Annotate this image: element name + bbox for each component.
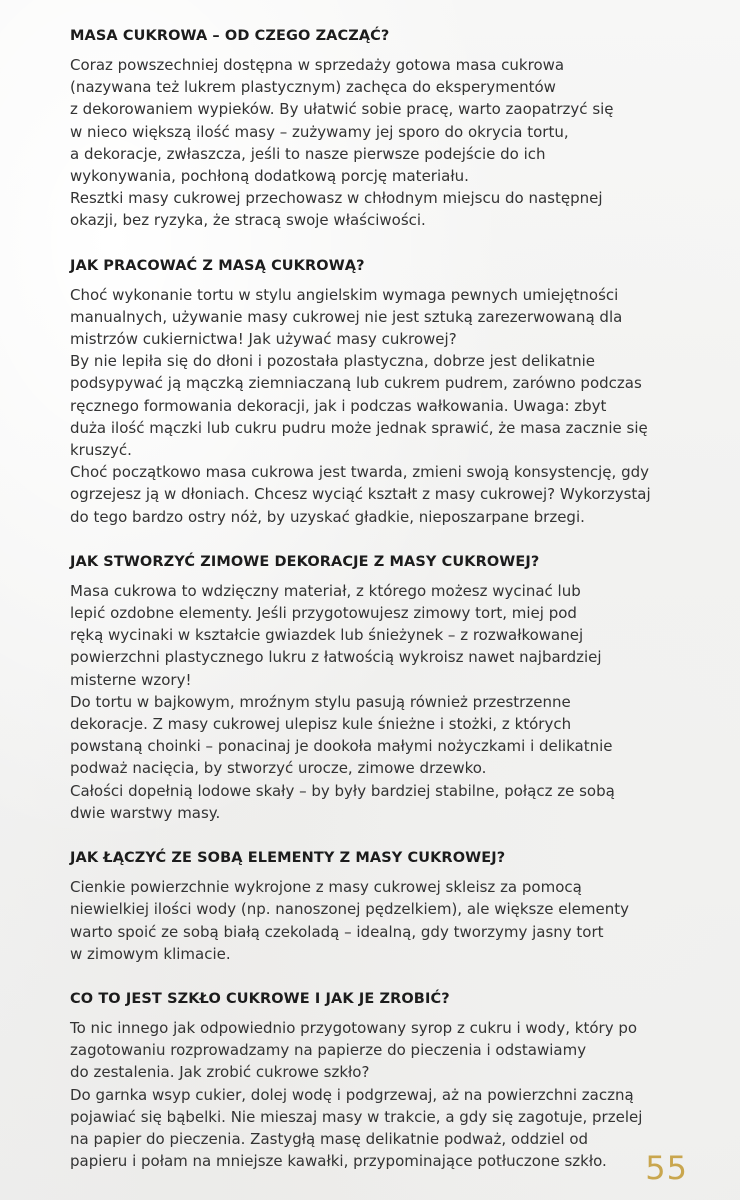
section-body [70, 580, 690, 824]
text-line: dwie warstwy masy. [70, 803, 221, 822]
text-line: zagotowaniu rozprowadzamy na papierze do pieczenia i odstawiamy [70, 1041, 587, 1060]
text-line: papieru i połam na mniejsze kawałki, przypominające potłuczone szkło. [70, 1152, 607, 1171]
section-heading: JAK PRACOWAĆ Z MASĄ CUKROWĄ? [70, 257, 365, 274]
text-line: niewielkiej ilości wody (np. nanoszonej pędzelkiem), ale większe elementy [70, 900, 629, 919]
text-line: ręką wycinaki w kształcie gwiazdek lub śnieżynek – z rozwałkowanej [70, 626, 584, 645]
text-line: kruszyć. [70, 441, 132, 460]
text-line: Choć wykonanie tortu w stylu angielskim wymaga pewnych umiejętności [70, 285, 619, 304]
text-line: To nic innego jak odpowiednio przygotowany syrop z cukru i wody, który po [70, 1018, 638, 1037]
text-line: lepić ozdobne elementy. Jeśli przygotowujesz zimowy tort, miej pod [70, 604, 577, 623]
text-line: Całości dopełnią lodowe skały – by były bardziej stabilne, połącz ze sobą [70, 781, 615, 800]
text-line: Resztki masy cukrowej przechowasz w chłodnym miejscu do następnej [70, 189, 603, 208]
section-laczenie-elementow [70, 848, 690, 965]
text-line: Cienkie powierzchnie wykrojone z masy cukrowej skleisz za pomocą [70, 878, 582, 897]
section-heading: JAK ŁĄCZYĆ ZE SOBĄ ELEMENTY Z MASY CUKROWEJ? [70, 850, 506, 867]
text-line: Coraz powszechniej dostępna w sprzedaży gotowa masa cukrowa [70, 56, 565, 74]
section-szklo-cukrowe [70, 989, 690, 1172]
text-line: Masa cukrowa to wdzięczny materiał, z którego możesz wycinać lub [70, 581, 581, 600]
text-line: Do garnka wsyp cukier, dolej wodę i podgrzewaj, aż na powierzchni zaczną [70, 1085, 634, 1104]
text-line: mistrzów cukiernictwa! Jak używać masy cukrowej? [70, 330, 457, 349]
text-line: manualnych, używanie masy cukrowej nie jest sztuką zarezerwowaną dla [70, 307, 623, 326]
text-line: na papier do pieczenia. Zastygłą masę delikatnie podważ, oddziel od [70, 1129, 589, 1148]
section-masa-cukrowa [70, 26, 690, 232]
text-line: podsypywać ją mączką ziemniaczaną lub cukrem pudrem, zarówno podczas [70, 374, 642, 393]
text-line: wykonywania, pochłoną dodatkową porcję materiału. [70, 167, 469, 186]
text-line: do zestalenia. Jak zrobić cukrowe szkło? [70, 1063, 370, 1082]
section-heading: JAK STWORZYĆ ZIMOWE DEKORACJE Z MASY CUKROWEJ? [70, 553, 540, 570]
text-line: ręcznego formowania dekoracji, jak i podczas wałkowania. Uwaga: zbyt [70, 396, 607, 415]
text-line: a dekoracje, zwłaszcza, jeśli to nasze pierwsze podejście do ich [70, 144, 546, 163]
page-number: 55 [645, 1149, 688, 1187]
section-body [70, 54, 690, 232]
text-line: Choć początkowo masa cukrowa jest twarda, zmieni swoją konsystencję, gdy [70, 463, 649, 482]
text-line: By nie lepiła się do dłoni i pozostała plastyczna, dobrze jest delikatnie [70, 352, 595, 371]
text-line: powierzchni plastycznego lukru z łatwością wykroisz nawet najbardziej [70, 648, 602, 667]
text-line: pojawiać się bąbelki. Nie mieszaj masy w trakcie, a gdy się zagotuje, przelej [70, 1107, 643, 1126]
text-line: podważ nacięcia, by stworzyć urocze, zimowe drzewko. [70, 759, 487, 778]
section-body [70, 876, 690, 965]
text-line: z dekorowaniem wypieków. By ułatwić sobie pracę, warto zaopatrzyć się [70, 100, 614, 119]
text-line: Do tortu w bajkowym, mroźnym stylu pasują również przestrzenne [70, 692, 571, 711]
section-body [70, 284, 690, 528]
section-jak-pracowac [70, 256, 690, 528]
text-line: misterne wzory! [70, 670, 192, 689]
article-content [70, 26, 690, 1172]
text-line: w zimowym klimacie. [70, 944, 231, 963]
text-line: powstaną choinki – ponacinaj je dookoła małymi nożyczkami i delikatnie [70, 737, 613, 756]
text-line: duża ilość mączki lub cukru pudru może jednak sprawić, że masa zacznie się [70, 418, 648, 437]
section-heading: MASA CUKROWA – OD CZEGO ZACZĄĆ? [70, 28, 390, 44]
text-line: do tego bardzo ostry nóż, by uzyskać gładkie, nieposzarpane brzegi. [70, 507, 585, 526]
text-line: (nazywana też lukrem plastycznym) zachęca do eksperymentów [70, 78, 556, 97]
section-zimowe-dekoracje [70, 552, 690, 824]
section-heading: CO TO JEST SZKŁO CUKROWE I JAK JE ZROBIĆ? [70, 990, 450, 1007]
text-line: warto spoić ze sobą białą czekoladą – idealną, gdy tworzymy jasny tort [70, 922, 604, 941]
section-body [70, 1017, 690, 1172]
text-line: okazji, bez ryzyka, że stracą swoje właściwości. [70, 211, 426, 230]
text-line: ogrzejesz ją w dłoniach. Chcesz wyciąć kształt z masy cukrowej? Wykorzystaj [70, 485, 651, 504]
text-line: w nieco większą ilość masy – zużywamy jej sporo do okrycia tortu, [70, 122, 569, 141]
text-line: dekoracje. Z masy cukrowej ulepisz kule śnieżne i stożki, z których [70, 715, 572, 734]
